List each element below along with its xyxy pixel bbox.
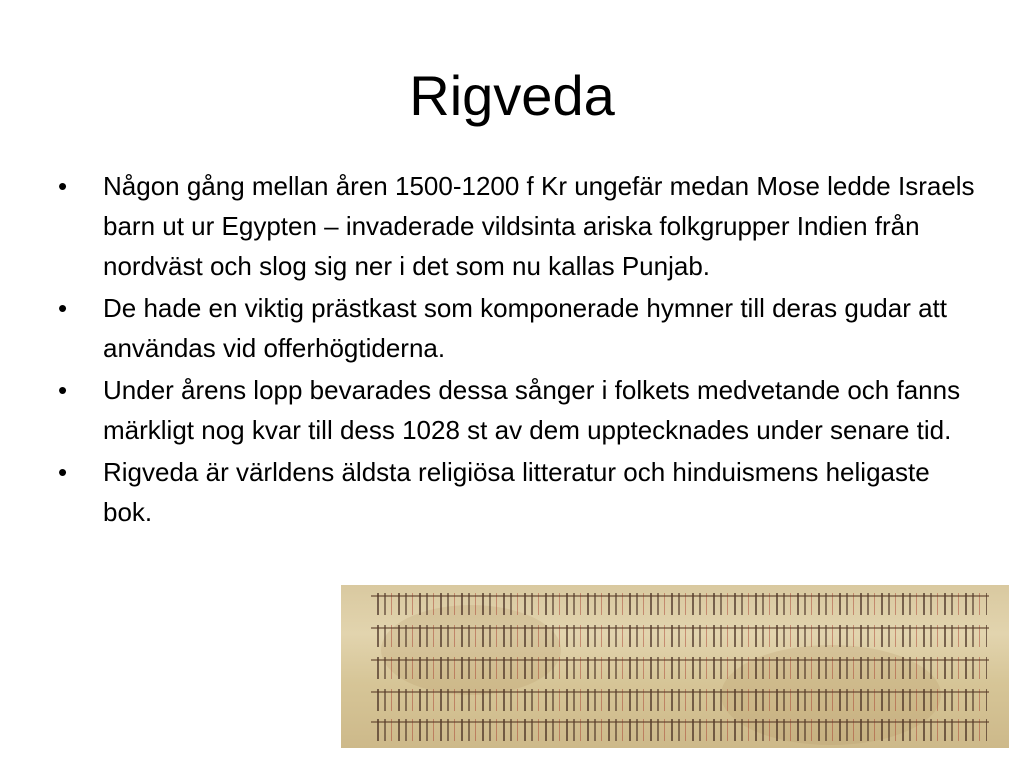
bullet-text: Någon gång mellan åren 1500-1200 f Kr ungefär medan Mose ledde Israels barn ut ur Egypten – invaderade vildsinta ariska folkgrupper Indien från nordväst och slog sig ner i det som nu kallas Punjab. [103,171,975,281]
bullet-dot: • [58,375,68,405]
slide-title: Rigveda [409,64,615,127]
bullet-item [58,166,978,286]
bullet-item [58,452,978,532]
manuscript-stain [381,605,561,695]
bullet-text: Under årens lopp bevarades dessa sånger i folkets medvetande och fanns märkligt nog kvar till dess 1028 st av dem upptecknades under senare tid. [103,375,961,445]
bullet-dot: • [58,457,68,487]
manuscript-headline [371,691,989,693]
bullet-text: Rigveda är världens äldsta religiösa litteratur och hinduismens heligaste bok. [103,457,930,527]
bullet-list [58,166,978,534]
sanskrit-manuscript-image [341,585,1009,748]
bullet-item [58,288,978,368]
manuscript-headline [371,659,989,661]
bullet-text: De hade en viktig prästkast som komponerade hymner till deras gudar att användas vid offerhögtiderna. [103,293,947,363]
bullet-item [58,370,978,450]
bullet-dot: • [58,293,68,323]
manuscript-headline [371,721,989,723]
manuscript-headline [371,627,989,629]
bullet-dot: • [58,171,68,201]
manuscript-headline [371,595,989,597]
